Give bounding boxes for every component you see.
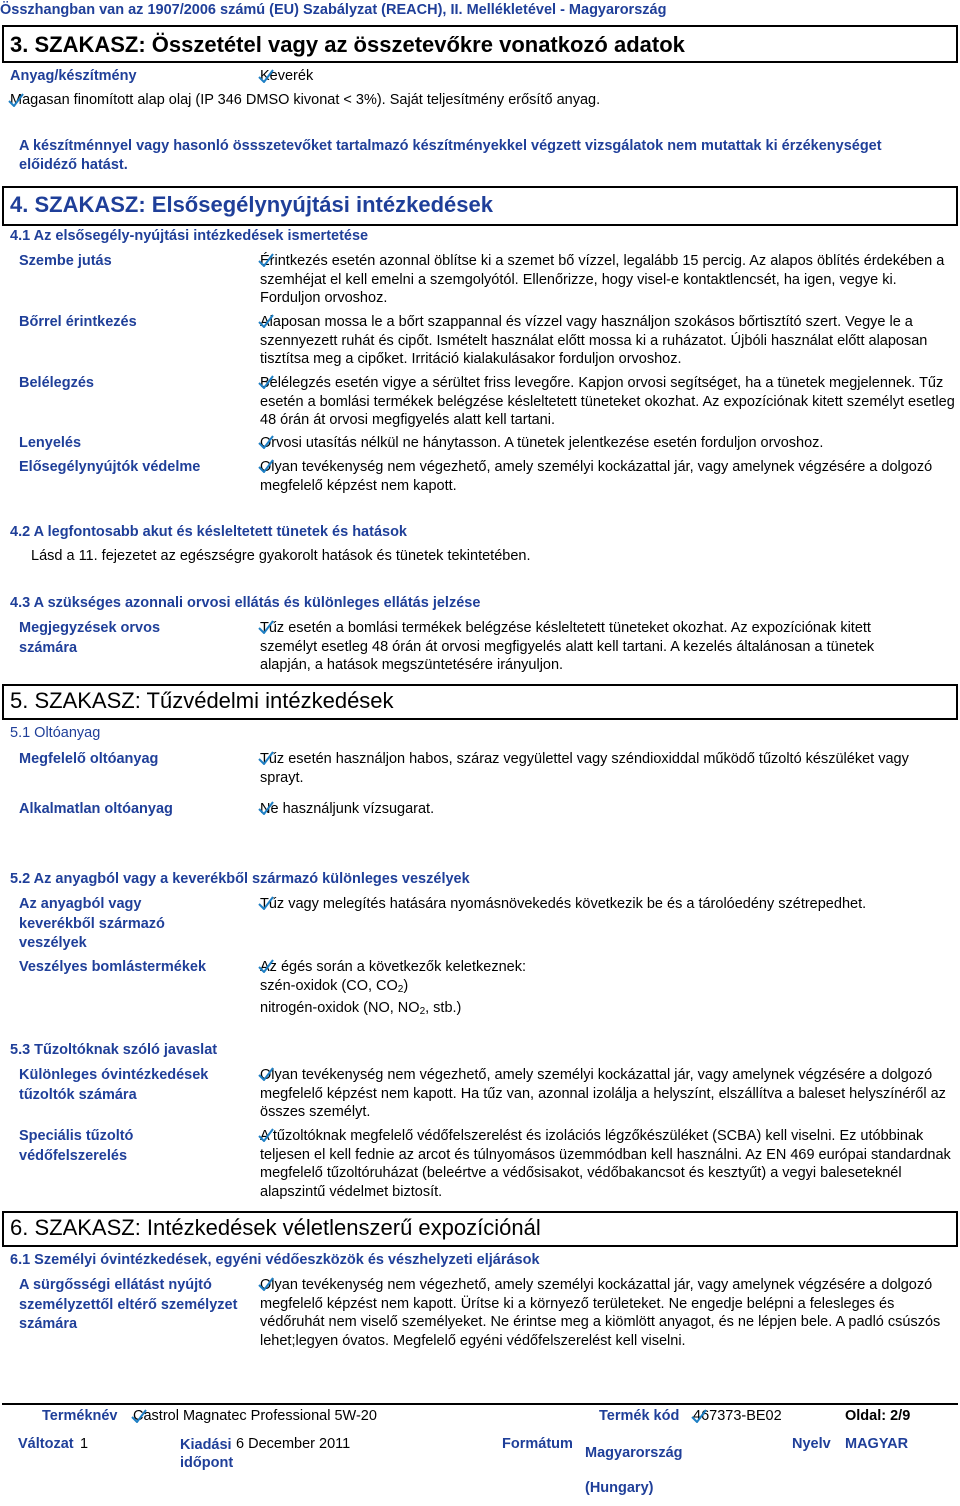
footer-page: Oldal: 2/9	[845, 1408, 911, 1424]
checkmark-icon	[131, 1409, 147, 1423]
skin-text-content: Alaposan mossa le a bőrt szappannal és vízzel vagy használjon szokásos bőrtisztító szert. Vegye le a szennyezett ruhát és cipőt. Ismételt használat előtt mossa ki a ruházatot. Újbóli használat előtt alaposan tisztítsa meg a cipőket. Irritáció kialakulásakor forduljon orvoshoz.	[260, 314, 928, 367]
unsuitable-media-content: Ne használjunk vízsugarat.	[260, 801, 435, 817]
checkmark-icon	[258, 959, 274, 973]
ingestion-label: Lenyelés	[19, 435, 82, 451]
skin-text	[260, 313, 955, 369]
protective-equipment-label: Speciális tűzoltó védőfelszerelés	[19, 1128, 134, 1164]
hazards-label: Az anyagból vagy keverékből származó veszélyek	[19, 896, 165, 951]
divider	[2, 25, 958, 27]
decomposition-part: nitrogén-oxidok (NO, NO	[260, 1000, 420, 1016]
divider	[2, 684, 4, 720]
subsection-5-1: 5.1 Oltóanyag	[10, 725, 101, 741]
footer-product-value	[133, 1408, 377, 1424]
footer-format-value: Magyarország (Hungary)	[585, 1445, 683, 1496]
decomposition-part: )	[403, 977, 409, 994]
type-value	[260, 68, 313, 84]
eye-text-content: Érintkezés esetén azonnal öblítse ki a szemet bő vízzel, legalább 15 percig. Az alapos öblítés érdekében a szemhéjat el kell emelni a szemgolyótól. Ellenőrizze, hogy visel-e kontaktlencsét, ha igen, vegye ki. Forduljon orvoshoz.	[260, 253, 945, 306]
divider	[2, 186, 958, 188]
checkmark-icon	[258, 1067, 274, 1081]
checkmark-icon	[691, 1409, 707, 1423]
composition-text	[10, 92, 600, 108]
footer-language-label: Nyelv	[792, 1436, 831, 1452]
footer-version-label: Változat	[18, 1436, 74, 1452]
first-aider-label: Elősegélynyújtók védelme	[19, 459, 201, 475]
non-emergency-content: Olyan tevékenység nem végezhető, amely személyi kockázattal jár, vagy amelynek végzésére a dolgozó megfelelő képzést nem kapott. Ürítse ki a környező területeket. Ne engedje belépni a felesleges és védőruhát nem viselő személyeket. Ne érintse meg a kiömlött anyagot, és ne lépjen bele. A padló csúszós lehet;legyen óvatos. Megfelelő egyéni védőfelszerelést kell viselni.	[260, 1277, 941, 1349]
section-5-title: 5. SZAKASZ: Tűzvédelmi intézkedések	[10, 688, 394, 713]
subsection-5-3: 5.3 Tűzoltóknak szóló javaslat	[10, 1042, 218, 1058]
subsection-4-2: 4.2 A legfontosabb akut és késleltetett tünetek és hatások	[10, 524, 407, 540]
footer-format-label: Formátum	[502, 1436, 573, 1452]
eye-label: Szembe jutás	[19, 253, 112, 269]
decomposition-line	[260, 999, 955, 1022]
footer-issue-label: Kiadási időpont	[180, 1437, 234, 1471]
first-aider-text-content: Olyan tevékenység nem végezhető, amely személyi kockázattal jár, vagy amelynek végzésére a dolgozó megfelelő képzést nem kapott.	[260, 459, 933, 494]
divider	[956, 684, 958, 720]
divider	[2, 1245, 958, 1247]
doctor-notes-content: Tűz esetén a bomlási termékek belégzése késleltetett tüneteket okozhat. Az expozíciónak kitett személyt esetleg 48 órán át orvosi megfigyelés alatt kell tartani. A kezelés általánosan a tünetek alapján, a hatások megszüntetésére irányuljon.	[260, 620, 875, 673]
protective-equipment-content: A tűzoltóknak megfelelő védőfelszerelést és izolációs légzőkészüléket (SCBA) kell viselni. Ez utóbbinak teljesen el kell fednie az arcot és túlnyomásos üzemmódban kell használni. Az EN 469 európai standardnak megfelelő tűzoltóruházat (beleértve a védősisakot, védőbakancsot és kesztyűt) a vegyi baleseteknél alapszintű védelmet biztosít.	[260, 1128, 951, 1200]
eye-text	[260, 252, 955, 308]
protective-equipment-text	[260, 1127, 955, 1201]
non-emergency-label: A sürgősségi ellátást nyújtó személyzettől eltérő személyzet számára	[19, 1277, 238, 1332]
footer-version-value: 1	[80, 1436, 89, 1452]
checkmark-icon	[8, 93, 24, 107]
decomposition-part: , stb.)	[425, 1000, 462, 1016]
checkmark-icon	[258, 435, 274, 449]
type-label: Anyag/készítmény	[10, 68, 137, 84]
symptoms-text: Lásd a 11. fejezetet az egészségre gyakorolt hatások és tünetek tekintetében.	[31, 548, 531, 564]
divider	[2, 224, 958, 226]
decomposition-label: Veszélyes bomlástermékek	[19, 959, 207, 975]
checkmark-icon	[258, 253, 274, 267]
suitable-media-text	[260, 750, 955, 787]
decomposition-line: Az égés során a következők keletkeznek:	[260, 959, 526, 975]
unsuitable-media-text	[260, 800, 955, 819]
inhalation-text-content: Belélegzés esetén vigye a sérültet friss levegőre. Kapjon orvosi segítséget, ha a tünetek megjelennek. Tűz esetén a bomlási termékek belégzése késleltetett tüneteket okozhat. Az expozíciónak kitett személyt esetleg 48 órán át orvosi megfigyelés alatt kell tartani.	[260, 375, 955, 428]
checkmark-icon	[258, 69, 274, 83]
ingestion-text-content: Orvosi utasítás nélkül ne hánytasson. A tünetek jelentkezése esetén forduljon orvoshoz.	[260, 435, 824, 451]
decomposition-text	[260, 958, 955, 1022]
firefighter-precautions-content: Olyan tevékenység nem végezhető, amely személyi kockázattal jár, vagy amelynek végzésére a dolgozó megfelelő képzést nem kapott. Ha tűz van, azonnal izolálja a helyszínt, elszállítva a baleset helyszínéről az összes személyt.	[260, 1067, 946, 1120]
product-name: Castrol Magnatec Professional 5W-20	[133, 1408, 377, 1424]
composition: Magasan finomított alap olaj (IP 346 DMSO kivonat < 3%). Saját teljesítmény erősítő anyag.	[10, 92, 601, 108]
first-aider-text	[260, 458, 955, 495]
footer-language-value: MAGYAR	[845, 1436, 909, 1452]
footer-divider	[2, 1403, 958, 1405]
subsection-4-3: 4.3 A szükséges azonnali orvosi ellátás és különleges ellátás jelzése	[10, 595, 481, 611]
decomposition-line	[260, 977, 955, 1000]
non-emergency-text	[260, 1276, 955, 1350]
ingestion-text	[260, 434, 955, 453]
divider	[956, 186, 958, 226]
footer-code-label: Termék kód	[599, 1408, 680, 1424]
decomposition-part: szén-oxidok (CO, CO	[260, 977, 398, 994]
checkmark-icon	[258, 801, 274, 815]
section-6-title: 6. SZAKASZ: Intézkedések véletlenszerű expozíciónál	[10, 1215, 541, 1240]
hazards-content: Tűz vagy melegítés hatására nyomásnövekedés következik be és a tárolóedény szétrepedhet.	[260, 896, 867, 912]
checkmark-icon	[258, 459, 274, 473]
inhalation-label: Belélegzés	[19, 375, 94, 391]
skin-label: Bőrrel érintkezés	[19, 314, 137, 330]
suitable-media-content: Tűz esetén használjon habos, száraz vegyülettel vagy széndioxiddal működő tűzoltó készüléket vagy sprayt.	[260, 751, 909, 786]
divider	[956, 1211, 958, 1247]
checkmark-icon	[258, 751, 274, 765]
unsuitable-media-label: Alkalmatlan oltóanyag	[19, 801, 173, 817]
suitable-media-label: Megfelelő oltóanyag	[19, 751, 159, 767]
subscript: 2	[397, 983, 404, 995]
type-value-text: Keverék	[260, 68, 314, 84]
section-4-title: 4. SZAKASZ: Elsősegélynyújtási intézkedések	[10, 192, 493, 217]
divider	[2, 25, 4, 63]
document-header: Összhangban van az 1907/2006 számú (EU) Szabályzat (REACH), II. Mellékletével - Magyarország	[0, 2, 667, 18]
divider	[2, 1211, 958, 1213]
firefighter-precautions-label: Különleges óvintézkedések tűzoltók számára	[19, 1067, 209, 1103]
subsection-4-1: 4.1 Az elsősegély-nyújtási intézkedések ismertetése	[10, 228, 369, 244]
checkmark-icon	[258, 620, 274, 634]
footer-issue-value: 6 December 2011	[236, 1436, 351, 1452]
subsection-6-1: 6.1 Személyi óvintézkedések, egyéni védőeszközök és vészhelyzeti eljárások	[10, 1252, 540, 1268]
divider	[2, 684, 958, 686]
doctor-notes-text	[260, 619, 900, 675]
divider	[2, 61, 958, 63]
product-code: 467373-BE02	[693, 1408, 782, 1424]
checkmark-icon	[258, 1128, 274, 1142]
doctor-notes-label: Megjegyzések orvos számára	[19, 620, 161, 656]
divider	[2, 186, 4, 226]
inhalation-text	[260, 374, 955, 430]
footer-product-label: Terméknév	[42, 1408, 118, 1424]
firefighter-precautions-text	[260, 1066, 955, 1122]
subscript: 2	[419, 1006, 426, 1017]
sensitization-note: A készítménnyel vagy hasonló össszetevőket tartalmazó készítményekkel végzett vizsgálatok nem mutattak ki érzékenységet előidéző hatást.	[19, 138, 882, 173]
divider	[2, 1211, 4, 1247]
divider	[2, 718, 958, 720]
footer-code-value	[693, 1408, 782, 1424]
checkmark-icon	[258, 375, 274, 389]
divider	[956, 25, 958, 63]
checkmark-icon	[258, 896, 274, 910]
section-3-title: 3. SZAKASZ: Összetétel vagy az összetevőkre vonatkozó adatok	[10, 32, 685, 57]
hazards-text	[260, 895, 955, 914]
checkmark-icon	[258, 314, 274, 328]
checkmark-icon	[258, 1277, 274, 1291]
subsection-5-2: 5.2 Az anyagból vagy a keverékből származó különleges veszélyek	[10, 871, 470, 887]
